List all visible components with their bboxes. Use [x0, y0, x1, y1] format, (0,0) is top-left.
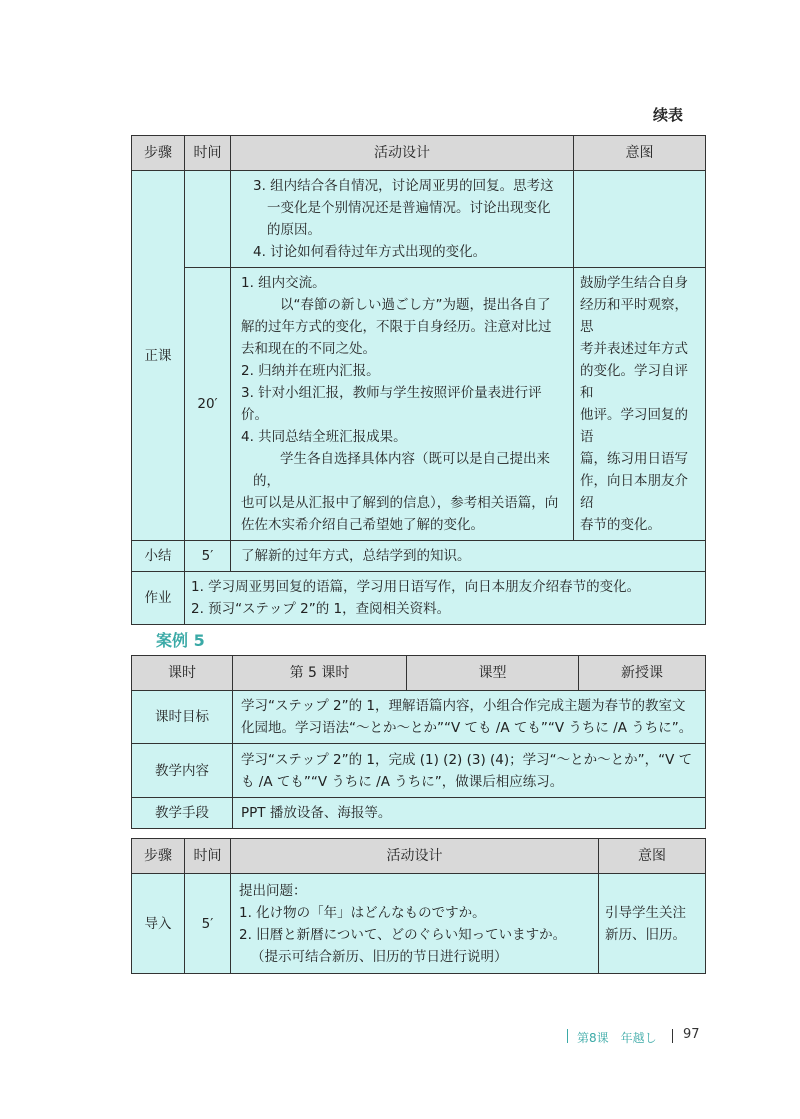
goal-content	[233, 691, 706, 744]
activity-line: 去和现在的不同之处。	[241, 341, 376, 357]
header-time: 时间	[185, 136, 231, 171]
activity-cell	[231, 171, 574, 268]
activity-line: （提示可结合新历、旧历的节日进行说明）	[251, 948, 508, 965]
activity-line: 1. 化け物の「年」はどんなものですか。	[239, 904, 486, 921]
intent-line: 春节的变化。	[580, 517, 661, 533]
intent-cell	[574, 268, 706, 541]
summary-label: 小结	[132, 541, 185, 572]
intent-line: 作，向日本朋友介绍	[580, 473, 688, 511]
summary-content: 了解新的过年方式，总结学到的知识。	[231, 541, 706, 572]
means-label: 教学手段	[132, 798, 233, 829]
summary-time: 5′	[185, 541, 231, 572]
activity-line: 3. 针对小组汇报，教师与学生按照评价量表进行评价。	[241, 385, 542, 423]
homework-content	[185, 572, 706, 625]
activity-table-continued	[131, 135, 706, 625]
continued-label: 续表	[653, 106, 684, 124]
page-number: 97	[683, 1027, 700, 1042]
time-cell: 5′	[185, 874, 231, 974]
activity-line: 佐佐木实希介绍自己希望她了解的变化。	[241, 517, 484, 533]
step-zhengke: 正课	[132, 171, 185, 541]
footer-lesson: 第8课 年越し	[577, 1031, 657, 1045]
activity-line: 学生各自选择具体内容（既可以是自己提出来的，	[253, 451, 550, 489]
activity-line: 1. 组内交流。	[241, 275, 326, 291]
activity-line: 以“春節の新しい過ごし方”为题，提出各自了	[280, 297, 551, 313]
intent-line: 的变化。学习自评和	[580, 363, 688, 401]
activity-line: 一变化是个别情况还是普遍情况。讨论出现变化	[267, 200, 551, 216]
step-intro: 导入	[132, 874, 185, 974]
intent-cell	[599, 874, 706, 974]
content-line: も /A ても”“V うちに /A うちに”，做课后相应练习。	[241, 773, 564, 790]
header-activity: 活动设计	[231, 136, 574, 171]
intent-line: 考并表述过年方式	[580, 341, 688, 357]
content-line: 学习“ステップ 2”的 1，完成 (1) (2) (3) (4)；学习“～とか～とか”，“V て	[241, 751, 693, 768]
activity-cell	[231, 874, 599, 974]
activity-line: 2. 旧暦と新暦について、どのぐらい知っていますか。	[239, 926, 567, 943]
header-step: 步骤	[132, 839, 185, 874]
content-content	[233, 744, 706, 798]
activity-line: 提出问题：	[239, 882, 307, 899]
activity-line: 解的过年方式的变化，不限于自身经历。注意对比过	[241, 319, 552, 335]
time-cell	[185, 171, 231, 268]
time-cell: 20′	[185, 268, 231, 541]
activity-line: 4. 共同总结全班汇报成果。	[241, 429, 407, 445]
footer-divider-right	[672, 1029, 673, 1043]
homework-line: 1. 学习周亚男回复的语篇，学习用日语写作，向日本朋友介绍春节的变化。	[191, 579, 641, 595]
header-step: 步骤	[132, 136, 185, 171]
intent-line: 鼓励学生结合自身	[580, 275, 688, 291]
goal-label: 课时目标	[132, 691, 233, 744]
intent-cell	[574, 171, 706, 268]
lesson-info-table	[131, 655, 706, 829]
intent-line: 他评。学习回复的语	[580, 407, 688, 445]
case-title: 案例 5	[156, 631, 205, 650]
intent-line: 篇，练习用日语写	[580, 451, 688, 467]
header-activity: 活动设计	[231, 839, 599, 874]
goal-line: 化园地。学习语法“～とか～とか”“V ても /A ても”“V うちに /A うちに”。	[241, 720, 693, 736]
activity-line: 4. 讨论如何看待过年方式出现的变化。	[253, 244, 487, 260]
intent-line: 新历、旧历。	[605, 926, 686, 943]
homework-label: 作业	[132, 572, 185, 625]
header-intent: 意图	[599, 839, 706, 874]
intent-line: 经历和平时观察，思	[580, 297, 688, 335]
activity-cell	[231, 268, 574, 541]
activity-line: 的原因。	[267, 222, 321, 238]
header-lesson-type: 课型	[407, 656, 579, 691]
intent-line: 引导学生关注	[605, 904, 686, 921]
period-value: 第 5 课时	[233, 656, 407, 691]
activity-line: 也可以是从汇报中了解到的信息），参考相关语篇，向	[241, 495, 559, 511]
header-period: 课时	[132, 656, 233, 691]
homework-line: 2. 预习“ステップ 2”的 1，查阅相关资料。	[191, 601, 451, 617]
content-label: 教学内容	[132, 744, 233, 798]
means-content: PPT 播放设备、海报等。	[233, 798, 706, 829]
header-time: 时间	[185, 839, 231, 874]
footer-divider-left	[567, 1029, 568, 1043]
activity-table-case5	[131, 838, 706, 974]
activity-line: 2. 归纳并在班内汇报。	[241, 363, 380, 379]
activity-line: 3. 组内结合各自情况，讨论周亚男的回复。思考这	[253, 178, 554, 194]
lesson-type-value: 新授课	[579, 656, 706, 691]
header-intent: 意图	[574, 136, 706, 171]
goal-line: 学习“ステップ 2”的 1，理解语篇内容，小组合作完成主题为春节的教室文	[241, 698, 686, 714]
